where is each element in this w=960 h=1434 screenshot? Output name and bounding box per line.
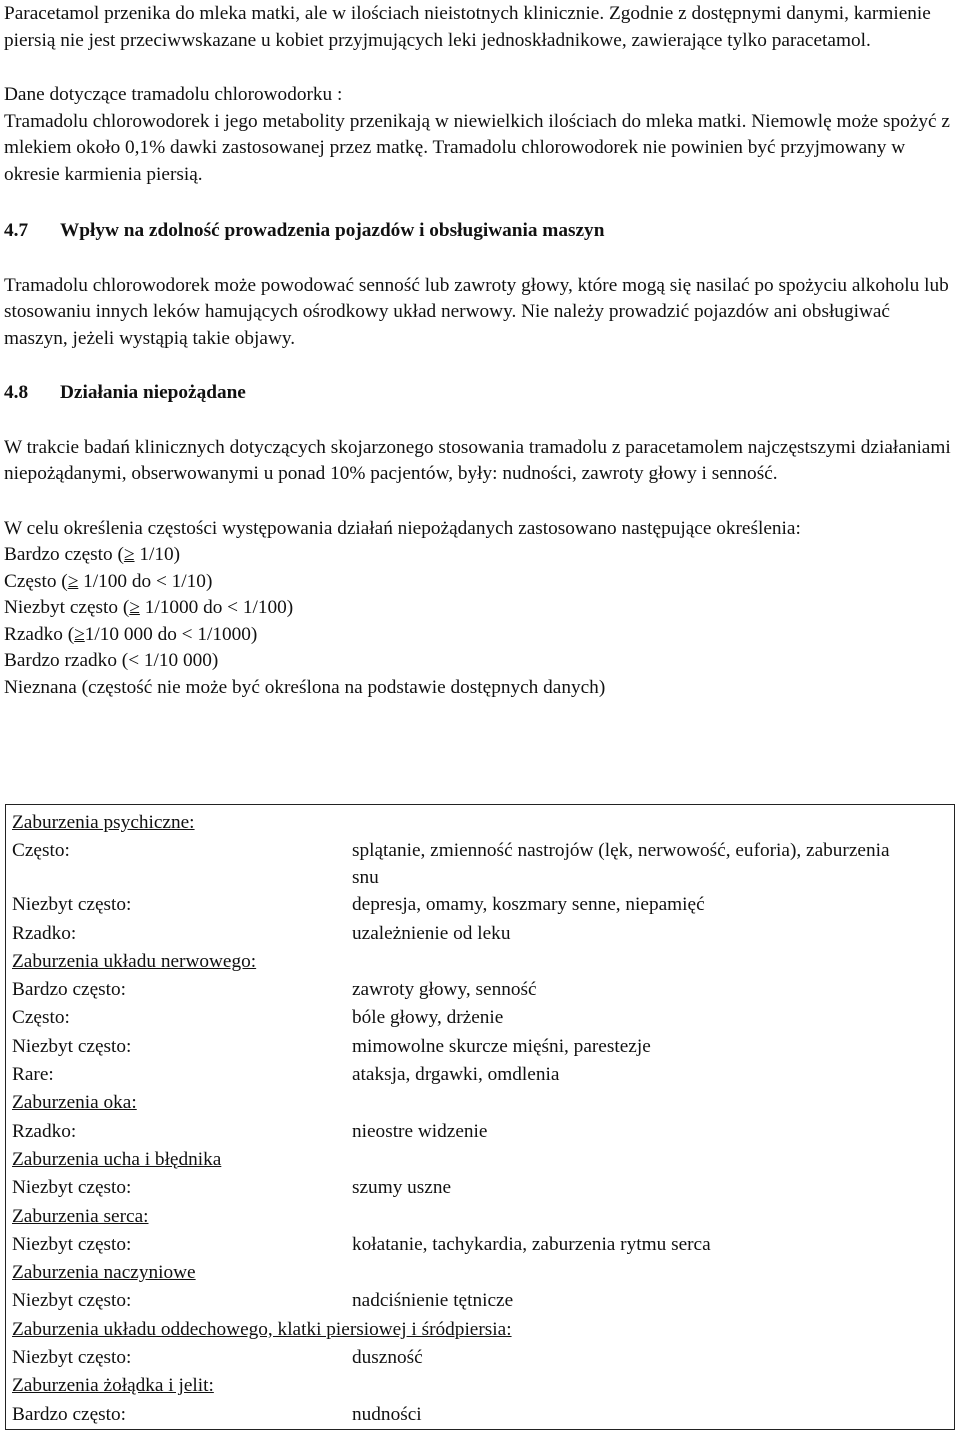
frequency-text: Bardzo rzadko (< 1/10 000): [4, 650, 219, 671]
table-row: [6, 1287, 955, 1315]
adverse-effects-table: [5, 804, 955, 1430]
frequency-cell: Niezbyt często:: [12, 1290, 132, 1312]
effect-cell: szumy uszne: [352, 1177, 452, 1199]
organ-class-label: Zaburzenia żołądka i jelit:: [12, 1375, 214, 1397]
frequency-list: [4, 542, 954, 701]
table-row: [6, 805, 955, 838]
table-row: [6, 1118, 955, 1146]
table-row: [6, 1146, 955, 1174]
table-row: [6, 1004, 955, 1032]
table-row: [6, 1203, 955, 1231]
table-row: [6, 1344, 955, 1372]
frequency-line: [4, 569, 954, 596]
frequency-cell: Niezbyt często:: [12, 1347, 132, 1369]
frequency-cell: Bardzo często:: [12, 1403, 127, 1425]
table-row: [6, 891, 955, 919]
organ-class-label: Zaburzenia układu nerwowego:: [12, 950, 257, 972]
effect-cell: ataksja, drgawki, omdlenia: [352, 1064, 560, 1086]
table-row: [6, 1061, 955, 1089]
frequency-cell: Niezbyt często:: [12, 1177, 132, 1199]
frequency-text: Nieznana (częstość nie może być określona na podstawie dostępnych danych): [4, 676, 606, 698]
frequency-cell: Często:: [12, 840, 70, 862]
effect-cell: bóle głowy, drżenie: [352, 1007, 504, 1029]
frequency-line: [4, 648, 954, 675]
frequency-text: Często (: [4, 570, 68, 592]
frequency-cell: Często:: [12, 1007, 70, 1029]
frequency-text: Rzadko (: [4, 623, 75, 645]
table-row: [6, 1259, 955, 1287]
frequency-cell: Niezbyt często:: [12, 894, 132, 916]
table-row: [6, 948, 955, 976]
section-4-7-heading: [4, 218, 954, 245]
table-row: [6, 837, 955, 891]
frequency-range: 1/1000 do < 1/100): [139, 597, 294, 618]
frequency-cell: Niezbyt często:: [12, 1233, 132, 1255]
organ-class-label: Zaburzenia naczyniowe: [12, 1262, 196, 1284]
table-row: [6, 1401, 955, 1430]
section-4-7-body: Tramadolu chlorowodorek może powodować senność lub zawroty głowy, które mogą się nasilać po spożyciu alkoholu lub stosowaniu innych leków hamujących ośrodkowy układ nerwowy. Nie należy prowadzić pojazdów ani obsługiwać maszyn, jeżeli wystąpią takie objawy.: [4, 274, 949, 349]
effect-cell: nudności: [352, 1403, 422, 1425]
greater-equal-symbol: ≥: [129, 597, 140, 618]
document-page: [4, 0, 954, 701]
table-row: [6, 976, 955, 1004]
frequency-cell: Niezbyt często:: [12, 1035, 132, 1057]
frequency-cell: Rare:: [12, 1064, 54, 1086]
frequency-line: [4, 675, 954, 702]
tramadol-data-title: Dane dotyczące tramadolu chlorowodorku :: [4, 84, 343, 105]
frequency-cell: Rzadko:: [12, 1120, 77, 1142]
effect-cell: nieostre widzenie: [352, 1120, 488, 1142]
frequency-line: [4, 622, 954, 649]
greater-equal-symbol: ≥: [67, 570, 79, 592]
frequency-line: [4, 595, 954, 622]
effect-cell: mimowolne skurcze mięśni, parestezje: [352, 1035, 651, 1057]
effect-cell: duszność: [352, 1347, 423, 1369]
organ-class-label: Zaburzenia oka:: [12, 1092, 137, 1114]
section-4-8-title: Działania niepożądane: [60, 382, 246, 403]
effect-cell: splątanie, zmienność nastrojów (lęk, nerwowość, euforia), zaburzenia snu: [352, 840, 890, 889]
section-4-8-frequency-block: [4, 516, 954, 702]
table-row: [6, 920, 955, 948]
frequency-line: [4, 542, 954, 569]
frequency-cell: Rzadko:: [12, 922, 77, 944]
greater-equal-symbol: ≥: [123, 544, 135, 565]
effect-cell: kołatanie, tachykardia, zaburzenia rytmu serca: [352, 1233, 711, 1255]
paragraph-tramadol-lactation: [4, 82, 954, 188]
paragraph-paracetamol-lactation: Paracetamol przenika do mleka matki, ale w ilościach nieistotnych klinicznie. Zgodnie z dostępnymi danymi, karmienie piersią nie jest przeciwwskazane u kobiet przyjmujących leki jednoskładnikowe, zawierające tylko paracetamol.: [4, 3, 931, 51]
effect-cell: uzależnienie od leku: [352, 922, 511, 944]
frequency-text: Niezbyt często (: [4, 597, 130, 618]
effect-cell: zawroty głowy, senność: [352, 979, 537, 1001]
effect-cell: depresja, omamy, koszmary senne, niepamięć: [352, 894, 705, 916]
tramadol-data-body: Tramadolu chlorowodorek i jego metabolity przenikają w niewielkich ilościach do mleka matki. Niemowlę może spożyć z mlekiem około 0,1% dawki zastosowanej przez matkę. Tramadolu chlorowodorek nie powinien być przyjmowany w okresie karmienia piersią.: [4, 110, 950, 185]
organ-class-label: Zaburzenia ucha i błędnika: [12, 1148, 222, 1170]
greater-equal-symbol: ≥: [74, 623, 85, 645]
table-row: [6, 1316, 955, 1344]
organ-class-label: Zaburzenia serca:: [12, 1205, 149, 1227]
organ-class-label: Zaburzenia układu oddechowego, klatki piersiowej i śródpiersia:: [12, 1318, 512, 1340]
section-4-7-title: Wpływ na zdolność prowadzenia pojazdów i obsługiwania maszyn: [60, 220, 605, 241]
table-row: [6, 1231, 955, 1259]
table-row: [6, 1372, 955, 1400]
section-4-8-number: 4.8: [4, 382, 29, 403]
section-4-7-number: 4.7: [4, 220, 29, 241]
frequency-range: 1/100 do < 1/10): [78, 570, 213, 592]
table-row: [6, 1033, 955, 1061]
frequency-cell: Bardzo często:: [12, 979, 127, 1001]
table-row: [6, 1174, 955, 1202]
section-4-8-body-1: W trakcie badań klinicznych dotyczących skojarzonego stosowania tramadolu z paracetamolem najczęstszymi działaniami niepożądanymi, obserwowanymi u ponad 10% pacjentów, były: nudności, zawroty głowy i senność.: [4, 436, 951, 484]
section-4-8-body-2: W celu określenia częstości występowania działań niepożądanych zastosowano następujące określenia:: [4, 517, 801, 539]
table-row: [6, 1089, 955, 1117]
frequency-range: 1/10 000 do < 1/1000): [84, 623, 258, 645]
effect-cell: nadciśnienie tętnicze: [352, 1290, 514, 1312]
organ-class-label: Zaburzenia psychiczne:: [12, 812, 195, 833]
frequency-range: 1/10): [134, 544, 181, 565]
section-4-8-heading: [4, 380, 954, 407]
frequency-text: Bardzo często (: [4, 544, 124, 565]
